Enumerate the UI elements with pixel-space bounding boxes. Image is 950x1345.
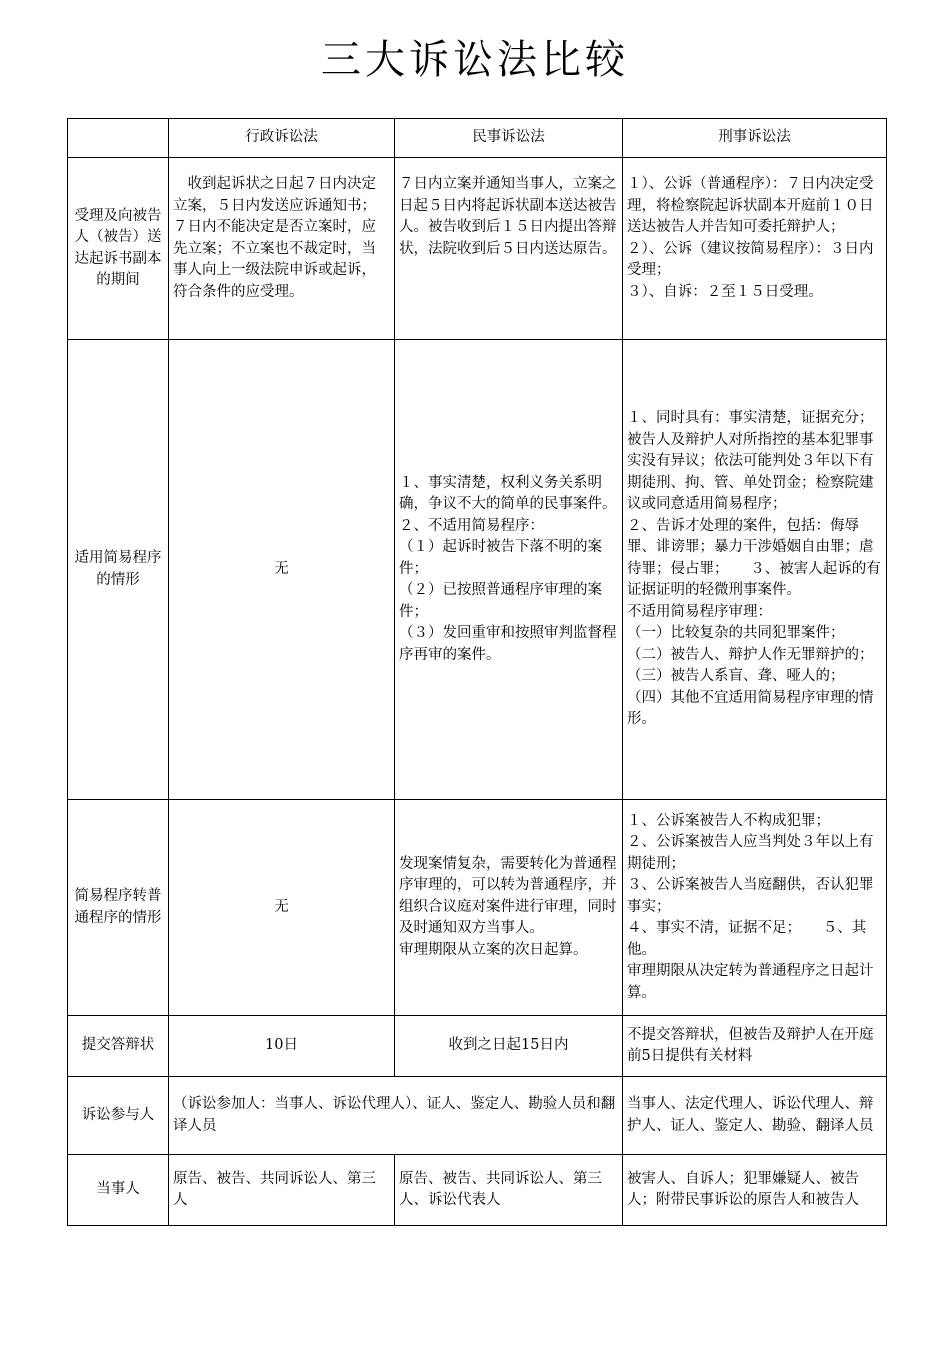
cell-criminal-simple-procedure: [623, 340, 887, 800]
header-admin-law: 行政诉讼法: [169, 119, 395, 158]
cell-criminal-acceptance: [623, 158, 887, 340]
row-simple-procedure: [68, 340, 887, 800]
comparison-table: [67, 118, 887, 1226]
cell-admin-parties: 原告、被告、共同诉讼人、第三人: [169, 1155, 395, 1226]
row-label-parties: 当事人: [68, 1155, 169, 1226]
cell-admin-civil-participants: （诉讼参加人：当事人、诉讼代理人）、证人、鉴定人、勘验人员和翻译人员: [169, 1077, 623, 1155]
criminal-acceptance-line: ２）、公诉（建议按简易程序）：３日内受理；: [627, 240, 874, 278]
civil-convert-line: 审理期限从立案的次日起算。: [399, 941, 588, 958]
row-simple-to-ordinary: [68, 800, 887, 1016]
criminal-simple-line: ２、告诉才处理的案件，包括：侮辱罪、诽谤罪；暴力干涉婚姻自由罪；虐待罪；侵占罪； ３、被害人起诉的有证据证明的轻微刑事案件。: [627, 517, 881, 599]
row-label-simple-procedure: 适用简易程序的情形: [68, 340, 169, 800]
criminal-convert-line: ４、事实不清，证据不足； ５、其他。: [627, 920, 867, 958]
cell-civil-defense-statement: 收到之日起15日内: [395, 1016, 623, 1077]
row-label-acceptance: 受理及向被告人（被告）送达起诉书副本的期间: [68, 158, 169, 340]
row-participants: [68, 1077, 887, 1155]
row-label-defense-statement: 提交答辩状: [68, 1016, 169, 1077]
cell-civil-simple-procedure: [395, 340, 623, 800]
cell-criminal-participants: 当事人、法定代理人、诉讼代理人、辩护人、证人、鉴定人、勘验、翻译人员: [623, 1077, 887, 1155]
civil-simple-line: （１）起诉时被告下落不明的案件；: [399, 539, 602, 577]
cell-civil-parties: 原告、被告、共同诉讼人、第三人、诉讼代表人: [395, 1155, 623, 1226]
civil-simple-line: （３）发回重审和按照审判监督程序再审的案件。: [399, 625, 617, 663]
criminal-convert-line: ２、公诉案被告人应当判处３年以上有期徒刑；: [627, 834, 874, 872]
criminal-simple-line: （二）被告人、辩护人作无罪辩护的；: [627, 646, 874, 663]
criminal-simple-line: 不适用简易程序审理：: [627, 603, 772, 620]
criminal-convert-line: ３、公诉案被告人当庭翻供，否认犯罪事实；: [627, 877, 874, 915]
row-defense-statement: [68, 1016, 887, 1077]
header-civil-law: 民事诉讼法: [395, 119, 623, 158]
header-corner: [68, 119, 169, 158]
header-criminal-law: 刑事诉讼法: [623, 119, 887, 158]
criminal-simple-line: （一）比较复杂的共同犯罪案件；: [627, 625, 845, 642]
criminal-convert-line: １、公诉案被告人不构成犯罪；: [627, 812, 830, 829]
criminal-simple-line: （三）被告人系盲、聋、哑人的；: [627, 668, 845, 685]
page-title: 三大诉讼法比较: [321, 37, 629, 83]
cell-civil-simple-to-ordinary: [395, 800, 623, 1016]
criminal-acceptance-line: １）、公诉（普通程序）：７日内决定受理，将检察院起诉状副本开庭前１０日送达被告人并告知可委托辩护人；: [627, 176, 874, 235]
civil-simple-line: （２）已按照普通程序审理的案件；: [399, 582, 602, 620]
cell-admin-acceptance: 收到起诉状之日起７日内决定立案，５日内发送应诉通知书；７日内不能决定是否立案时，应先立案；不立案也不裁定时，当事人向上一级法院申诉或起诉，符合条件的应受理。: [169, 158, 395, 340]
cell-admin-simple-to-ordinary: 无: [169, 800, 395, 1016]
criminal-convert-line: 审理期限从决定转为普通程序之日起计算。: [627, 963, 874, 1001]
cell-criminal-parties: 被害人、自诉人；犯罪嫌疑人、被告人；附带民事诉讼的原告人和被告人: [623, 1155, 887, 1226]
row-label-participants: 诉讼参与人: [68, 1077, 169, 1155]
row-parties: [68, 1155, 887, 1226]
cell-admin-simple-procedure: 无: [169, 340, 395, 800]
row-label-simple-to-ordinary: 简易程序转普通程序的情形: [68, 800, 169, 1016]
criminal-simple-line: （四）其他不宜适用简易程序审理的情形。: [627, 689, 874, 728]
criminal-simple-line: １、同时具有：事实清楚，证据充分；被告人及辩护人对所指控的基本犯罪事实没有异议；依法可能判处３年以下有期徒刑、拘、管、单处罚金；检察院建议或同意适用简易程序；: [627, 410, 874, 513]
civil-simple-line: １、事实清楚，权利义务关系明确，争议不大的简单的民事案件。: [399, 474, 617, 513]
row-acceptance-period: [68, 158, 887, 340]
cell-criminal-simple-to-ordinary: [623, 800, 887, 1016]
criminal-acceptance-line: ３）、自诉：２至１５日受理。: [627, 283, 823, 300]
civil-simple-line: ２、不适用简易程序：: [399, 517, 544, 534]
civil-convert-line: 发现案情复杂，需要转化为普通程序审理的，可以转为普通程序，并组织合议庭对案件进行审理，同时及时通知双方当事人。: [399, 855, 617, 937]
header-row: [68, 119, 887, 158]
cell-civil-acceptance: ７日内立案并通知当事人，立案之日起５日内将起诉状副本送达被告人。被告收到后１５日内提出答辩状，法院收到后５日内送达原告。: [395, 158, 623, 340]
cell-admin-defense-statement: 10日: [169, 1016, 395, 1077]
cell-criminal-defense-statement: 不提交答辩状，但被告及辩护人在开庭前5日提供有关材料: [623, 1016, 887, 1077]
